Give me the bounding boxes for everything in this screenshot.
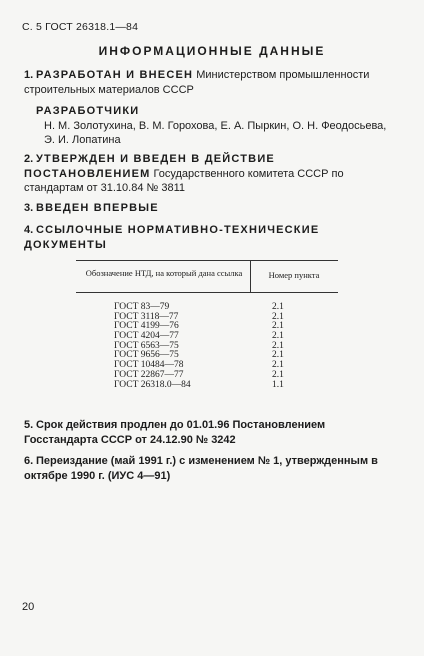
table-column-divider	[250, 260, 251, 292]
section-developed	[24, 68, 396, 97]
section-approved	[24, 152, 396, 196]
page-header: С. 5 ГОСТ 26318.1—84	[22, 21, 139, 33]
table-cell-document: ГОСТ 6563—75	[114, 340, 179, 351]
section-text: Переиздание (май 1991 г.) с изменением № 1, утвержденным в октябре 1990 г. (ИУС 4—91)	[24, 455, 378, 482]
table-cell-document: ГОСТ 4199—76	[114, 321, 179, 332]
table-cell-document: ГОСТ 10484—78	[114, 360, 184, 371]
section-number: 1.	[24, 69, 34, 81]
table-cell-document: ГОСТ 9656—75	[114, 350, 179, 361]
table-row	[114, 381, 314, 391]
page-title: ИНФОРМАЦИОННЫЕ ДАННЫЕ	[98, 44, 326, 58]
developers-heading: РАЗРАБОТЧИКИ	[36, 105, 140, 117]
section-number: 6.	[24, 455, 34, 467]
table-header-rule	[76, 292, 338, 293]
section-validity	[24, 418, 396, 447]
table-cell-item: 2.1	[272, 340, 284, 351]
section-reissue	[24, 454, 396, 483]
page-number: 20	[22, 601, 35, 613]
section-introduced	[24, 201, 396, 216]
section-caps: ВВЕДЕН ВПЕРВЫЕ	[36, 202, 159, 214]
table-cell-document: ГОСТ 3118—77	[114, 311, 179, 322]
section-text: Срок действия продлен до 01.01.96 Постановлением Госстандарта СССР от 24.12.90 № 3242	[24, 419, 326, 446]
table-body	[114, 303, 314, 390]
table-cell-item: 2.1	[272, 331, 284, 342]
table-cell-item: 2.1	[272, 369, 284, 380]
section-number: 5.	[24, 419, 34, 431]
developers-block	[36, 104, 396, 148]
table-cell-item: 2.1	[272, 311, 284, 322]
section-caps: УТВЕРЖДЕН И ВВЕДЕН В ДЕЙСТВИЕ ПОСТАНОВЛЕНИЕМ	[24, 153, 275, 180]
table-cell-document: ГОСТ 22867—77	[114, 369, 184, 380]
table-cell-item: 1.1	[272, 379, 284, 390]
developers-names: Н. М. Золотухина, В. М. Горохова, Е. А. Пыркин, О. Н. Феодосьева, Э. И. Лопатина	[44, 119, 387, 146]
table-cell-item: 2.1	[272, 350, 284, 361]
table-header-document: Обозначение НТД, на который дана ссылка	[85, 268, 243, 278]
table-cell-item: 2.1	[272, 360, 284, 371]
section-references	[24, 223, 396, 252]
table-cell-document: ГОСТ 83—79	[114, 302, 170, 312]
section-text: Министерством промышленности строительных материалов СССР	[24, 69, 370, 96]
table-top-rule	[76, 260, 338, 261]
section-number: 3.	[24, 202, 34, 214]
section-caps: ССЫЛОЧНЫЕ НОРМАТИВНО-ТЕХНИЧЕСКИЕ ДОКУМЕНТЫ	[24, 224, 320, 251]
table-cell-document: ГОСТ 26318.0—84	[114, 379, 191, 390]
section-number: 2.	[24, 153, 34, 165]
table-cell-item: 2.1	[272, 302, 284, 312]
table-header-item: Номер пункта	[268, 270, 320, 280]
table-cell-document: ГОСТ 4204—77	[114, 331, 179, 342]
table-cell-item: 2.1	[272, 321, 284, 332]
section-text: Государственного комитета СССР по стандартам от 31.10.84 № 3811	[24, 167, 344, 194]
section-caps: РАЗРАБОТАН И ВНЕСЕН	[36, 69, 194, 81]
section-number: 4.	[24, 224, 34, 236]
